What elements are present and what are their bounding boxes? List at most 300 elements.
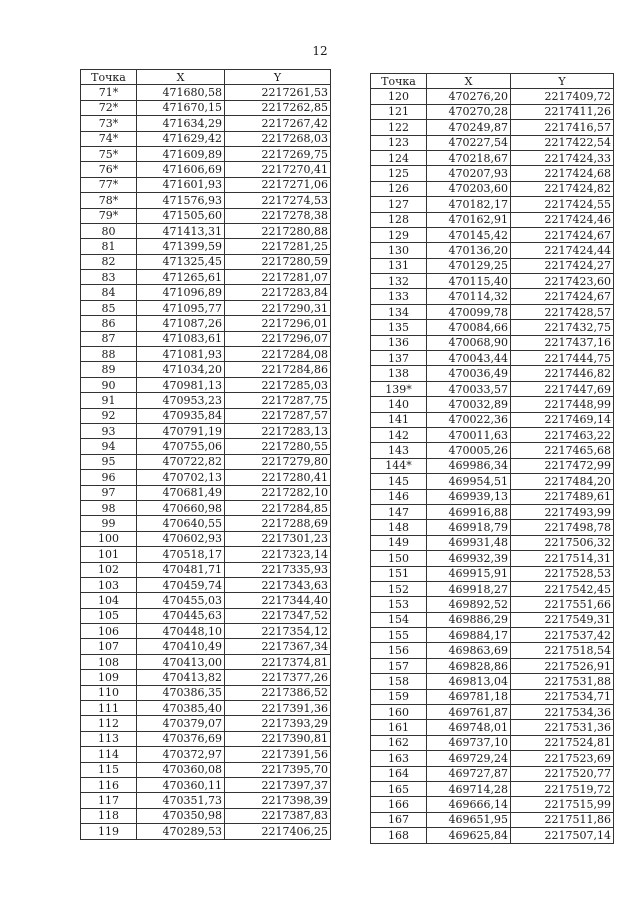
point-cell: 96: [81, 470, 137, 485]
point-cell: 131: [371, 258, 427, 273]
x-cell: 470935,84: [137, 408, 225, 423]
table-header-row: [81, 70, 331, 85]
x-cell: 471325,45: [137, 254, 225, 269]
table-row: [371, 166, 614, 181]
y-cell: 2217284,85: [225, 500, 331, 515]
x-cell: 470099,78: [427, 304, 511, 319]
y-cell: 2217551,66: [511, 597, 614, 612]
y-cell: 2217531,36: [511, 720, 614, 735]
y-cell: 2217387,83: [225, 808, 331, 823]
point-cell: 83: [81, 270, 137, 285]
table-row: [371, 304, 614, 319]
y-cell: 2217549,31: [511, 612, 614, 627]
x-cell: 470115,40: [427, 274, 511, 289]
x-cell: 471576,93: [137, 193, 225, 208]
x-cell: 469651,95: [427, 812, 511, 827]
point-cell: 128: [371, 212, 427, 227]
x-cell: 471081,93: [137, 347, 225, 362]
point-cell: 156: [371, 643, 427, 658]
x-cell: 470114,32: [427, 289, 511, 304]
y-cell: 2217528,53: [511, 566, 614, 581]
y-cell: 2217498,78: [511, 520, 614, 535]
point-cell: 137: [371, 351, 427, 366]
table-row: [371, 628, 614, 643]
point-cell: 159: [371, 689, 427, 704]
y-cell: 2217284,86: [225, 362, 331, 377]
y-cell: 2217424,67: [511, 227, 614, 242]
y-cell: 2217398,39: [225, 793, 331, 808]
header-x: X: [427, 74, 511, 89]
x-cell: 470681,49: [137, 485, 225, 500]
table-row: [371, 227, 614, 242]
point-cell: 124: [371, 150, 427, 165]
y-cell: 2217537,42: [511, 628, 614, 643]
coordinates-table-right: [370, 73, 614, 844]
x-cell: 470011,63: [427, 427, 511, 442]
table-row: [371, 797, 614, 812]
x-cell: 469828,86: [427, 658, 511, 673]
table-row: [371, 735, 614, 750]
table-row: [371, 181, 614, 196]
y-cell: 2217281,25: [225, 239, 331, 254]
x-cell: 469918,79: [427, 520, 511, 535]
table-row: [371, 658, 614, 673]
x-cell: 470640,55: [137, 516, 225, 531]
point-cell: 111: [81, 701, 137, 716]
y-cell: 2217507,14: [511, 828, 614, 843]
y-cell: 2217469,14: [511, 412, 614, 427]
point-cell: 108: [81, 654, 137, 669]
x-cell: 471083,61: [137, 331, 225, 346]
x-cell: 470043,44: [427, 351, 511, 366]
point-cell: 97: [81, 485, 137, 500]
y-cell: 2217270,41: [225, 162, 331, 177]
point-cell: 119: [81, 824, 137, 839]
point-cell: 134: [371, 304, 427, 319]
y-cell: 2217484,20: [511, 474, 614, 489]
x-cell: 469939,13: [427, 489, 511, 504]
x-cell: 470033,57: [427, 381, 511, 396]
table-row: [371, 443, 614, 458]
x-cell: 470953,23: [137, 393, 225, 408]
table-row: [371, 643, 614, 658]
table-row: [81, 485, 331, 500]
y-cell: 2217448,99: [511, 397, 614, 412]
x-cell: 470036,49: [427, 366, 511, 381]
table-row: [371, 258, 614, 273]
table-row: [81, 547, 331, 562]
y-cell: 2217296,07: [225, 331, 331, 346]
x-cell: 470386,35: [137, 685, 225, 700]
y-cell: 2217347,52: [225, 608, 331, 623]
x-cell: 471399,59: [137, 239, 225, 254]
table-row: [81, 639, 331, 654]
table-row: [371, 520, 614, 535]
y-cell: 2217514,31: [511, 551, 614, 566]
table-row: [81, 347, 331, 362]
y-cell: 2217323,14: [225, 547, 331, 562]
y-cell: 2217282,10: [225, 485, 331, 500]
table-row: [371, 674, 614, 689]
x-cell: 470410,49: [137, 639, 225, 654]
y-cell: 2217534,71: [511, 689, 614, 704]
x-cell: 470032,89: [427, 397, 511, 412]
y-cell: 2217424,33: [511, 150, 614, 165]
point-cell: 103: [81, 577, 137, 592]
y-cell: 2217287,75: [225, 393, 331, 408]
table-row: [81, 408, 331, 423]
x-cell: 470481,71: [137, 562, 225, 577]
x-cell: 470136,20: [427, 243, 511, 258]
y-cell: 2217465,68: [511, 443, 614, 458]
table-row: [371, 705, 614, 720]
table-row: [371, 274, 614, 289]
table-row: [371, 597, 614, 612]
table-row: [81, 593, 331, 608]
y-cell: 2217374,81: [225, 654, 331, 669]
x-cell: 470084,66: [427, 320, 511, 335]
x-cell: 470360,08: [137, 762, 225, 777]
point-cell: 125: [371, 166, 427, 181]
table-row: [371, 812, 614, 827]
x-cell: 469916,88: [427, 504, 511, 519]
point-cell: 155: [371, 628, 427, 643]
table-row: [371, 89, 614, 104]
point-cell: 115: [81, 762, 137, 777]
table-row: [81, 331, 331, 346]
y-cell: 2217261,53: [225, 85, 331, 100]
point-cell: 102: [81, 562, 137, 577]
point-cell: 77*: [81, 177, 137, 192]
y-cell: 2217424,55: [511, 197, 614, 212]
table-row: [371, 135, 614, 150]
point-cell: 85: [81, 300, 137, 315]
header-point: Точка: [371, 74, 427, 89]
header-point: Точка: [81, 70, 137, 85]
table-row: [81, 624, 331, 639]
y-cell: 2217395,70: [225, 762, 331, 777]
x-cell: 470448,10: [137, 624, 225, 639]
point-cell: 146: [371, 489, 427, 504]
table-row: [371, 212, 614, 227]
y-cell: 2217296,01: [225, 316, 331, 331]
table-row: [371, 397, 614, 412]
table-row: [371, 489, 614, 504]
point-cell: 89: [81, 362, 137, 377]
x-cell: 470385,40: [137, 701, 225, 716]
x-cell: 469931,48: [427, 535, 511, 550]
x-cell: 470249,87: [427, 120, 511, 135]
y-cell: 2217424,44: [511, 243, 614, 258]
table-row: [81, 500, 331, 515]
point-cell: 98: [81, 500, 137, 515]
y-cell: 2217288,69: [225, 516, 331, 531]
y-cell: 2217406,25: [225, 824, 331, 839]
x-cell: 470162,91: [427, 212, 511, 227]
y-cell: 2217280,41: [225, 470, 331, 485]
x-cell: 471095,77: [137, 300, 225, 315]
point-cell: 86: [81, 316, 137, 331]
x-cell: 470702,13: [137, 470, 225, 485]
x-cell: 470289,53: [137, 824, 225, 839]
x-cell: 470379,07: [137, 716, 225, 731]
point-cell: 126: [371, 181, 427, 196]
table-row: [81, 824, 331, 839]
table-row: [371, 535, 614, 550]
point-cell: 132: [371, 274, 427, 289]
header-y: Y: [511, 74, 614, 89]
table-header-row: [371, 74, 614, 89]
point-cell: 158: [371, 674, 427, 689]
point-cell: 101: [81, 547, 137, 562]
y-cell: 2217534,36: [511, 705, 614, 720]
table-row: [371, 412, 614, 427]
y-cell: 2217542,45: [511, 581, 614, 596]
x-cell: 470227,54: [427, 135, 511, 150]
y-cell: 2217280,88: [225, 223, 331, 238]
y-cell: 2217437,16: [511, 335, 614, 350]
y-cell: 2217489,61: [511, 489, 614, 504]
point-cell: 118: [81, 808, 137, 823]
x-cell: 470455,03: [137, 593, 225, 608]
point-cell: 142: [371, 427, 427, 442]
table-row: [371, 474, 614, 489]
point-cell: 164: [371, 766, 427, 781]
x-cell: 469666,14: [427, 797, 511, 812]
x-cell: 469761,87: [427, 705, 511, 720]
x-cell: 469863,69: [427, 643, 511, 658]
table-row: [371, 351, 614, 366]
table-row: [81, 208, 331, 223]
y-cell: 2217269,75: [225, 146, 331, 161]
table-row: [81, 777, 331, 792]
point-cell: 93: [81, 423, 137, 438]
point-cell: 168: [371, 828, 427, 843]
x-cell: 469954,51: [427, 474, 511, 489]
y-cell: 2217493,99: [511, 504, 614, 519]
table-row: [81, 377, 331, 392]
point-cell: 150: [371, 551, 427, 566]
point-cell: 147: [371, 504, 427, 519]
x-cell: 469714,28: [427, 781, 511, 796]
y-cell: 2217416,57: [511, 120, 614, 135]
point-cell: 145: [371, 474, 427, 489]
x-cell: 469892,52: [427, 597, 511, 612]
x-cell: 470372,97: [137, 747, 225, 762]
y-cell: 2217280,59: [225, 254, 331, 269]
x-cell: 471634,29: [137, 116, 225, 131]
y-cell: 2217524,81: [511, 735, 614, 750]
point-cell: 127: [371, 197, 427, 212]
y-cell: 2217424,27: [511, 258, 614, 273]
point-cell: 91: [81, 393, 137, 408]
table-row: [371, 458, 614, 473]
x-cell: 469748,01: [427, 720, 511, 735]
y-cell: 2217424,46: [511, 212, 614, 227]
x-cell: 470145,42: [427, 227, 511, 242]
point-cell: 154: [371, 612, 427, 627]
x-cell: 471505,60: [137, 208, 225, 223]
x-cell: 470022,36: [427, 412, 511, 427]
y-cell: 2217446,82: [511, 366, 614, 381]
point-cell: 152: [371, 581, 427, 596]
table-row: [81, 654, 331, 669]
table-row: [371, 551, 614, 566]
x-cell: 470791,19: [137, 423, 225, 438]
x-cell: 470413,82: [137, 670, 225, 685]
x-cell: 469781,18: [427, 689, 511, 704]
y-cell: 2217424,82: [511, 181, 614, 196]
x-cell: 471629,42: [137, 131, 225, 146]
table-row: [81, 393, 331, 408]
x-cell: 471606,69: [137, 162, 225, 177]
coordinates-table-left: [80, 69, 331, 840]
x-cell: 469625,84: [427, 828, 511, 843]
x-cell: 470660,98: [137, 500, 225, 515]
table-row: [81, 285, 331, 300]
y-cell: 2217463,22: [511, 427, 614, 442]
table-row: [81, 531, 331, 546]
point-cell: 122: [371, 120, 427, 135]
table-row: [81, 316, 331, 331]
point-cell: 80: [81, 223, 137, 238]
table-row: [81, 577, 331, 592]
x-cell: 470218,67: [427, 150, 511, 165]
table-row: [81, 85, 331, 100]
point-cell: 117: [81, 793, 137, 808]
header-x: X: [137, 70, 225, 85]
table-row: [371, 689, 614, 704]
y-cell: 2217335,93: [225, 562, 331, 577]
point-cell: 140: [371, 397, 427, 412]
x-cell: 471034,20: [137, 362, 225, 377]
x-cell: 471609,89: [137, 146, 225, 161]
table-row: [81, 608, 331, 623]
point-cell: 149: [371, 535, 427, 550]
y-cell: 2217391,56: [225, 747, 331, 762]
x-cell: 470203,60: [427, 181, 511, 196]
table-row: [81, 470, 331, 485]
x-cell: 471601,93: [137, 177, 225, 192]
y-cell: 2217271,06: [225, 177, 331, 192]
y-cell: 2217409,72: [511, 89, 614, 104]
point-cell: 78*: [81, 193, 137, 208]
point-cell: 106: [81, 624, 137, 639]
y-cell: 2217428,57: [511, 304, 614, 319]
table-row: [371, 289, 614, 304]
point-cell: 143: [371, 443, 427, 458]
point-cell: 75*: [81, 146, 137, 161]
y-cell: 2217424,67: [511, 289, 614, 304]
x-cell: 470459,74: [137, 577, 225, 592]
header-y: Y: [225, 70, 331, 85]
table-row: [81, 685, 331, 700]
point-cell: 99: [81, 516, 137, 531]
y-cell: 2217423,60: [511, 274, 614, 289]
table-row: [81, 193, 331, 208]
point-cell: 94: [81, 439, 137, 454]
x-cell: 469813,04: [427, 674, 511, 689]
y-cell: 2217262,85: [225, 100, 331, 115]
table-row: [371, 197, 614, 212]
table-row: [371, 751, 614, 766]
x-cell: 470207,93: [427, 166, 511, 181]
y-cell: 2217283,13: [225, 423, 331, 438]
point-cell: 157: [371, 658, 427, 673]
x-cell: 470445,63: [137, 608, 225, 623]
point-cell: 153: [371, 597, 427, 612]
x-cell: 469918,27: [427, 581, 511, 596]
y-cell: 2217391,36: [225, 701, 331, 716]
point-cell: 110: [81, 685, 137, 700]
table-row: [81, 162, 331, 177]
point-cell: 135: [371, 320, 427, 335]
y-cell: 2217290,31: [225, 300, 331, 315]
x-cell: 470413,00: [137, 654, 225, 669]
table-row: [371, 781, 614, 796]
point-cell: 76*: [81, 162, 137, 177]
table-row: [371, 581, 614, 596]
y-cell: 2217390,81: [225, 731, 331, 746]
table-row: [81, 454, 331, 469]
table-row: [371, 150, 614, 165]
y-cell: 2217511,86: [511, 812, 614, 827]
y-cell: 2217520,77: [511, 766, 614, 781]
table-row: [81, 731, 331, 746]
x-cell: 470360,11: [137, 777, 225, 792]
table-row: [81, 701, 331, 716]
table-row: [371, 720, 614, 735]
point-cell: 141: [371, 412, 427, 427]
point-cell: 113: [81, 731, 137, 746]
x-cell: 469727,87: [427, 766, 511, 781]
point-cell: 148: [371, 520, 427, 535]
table-row: [371, 427, 614, 442]
x-cell: 470351,73: [137, 793, 225, 808]
page-number: 12: [312, 44, 328, 58]
table-row: [81, 131, 331, 146]
y-cell: 2217393,29: [225, 716, 331, 731]
table-row: [81, 239, 331, 254]
table-row: [371, 828, 614, 843]
x-cell: 470270,28: [427, 104, 511, 119]
x-cell: 471670,15: [137, 100, 225, 115]
point-cell: 95: [81, 454, 137, 469]
point-cell: 167: [371, 812, 427, 827]
table-row: [371, 381, 614, 396]
table-row: [81, 423, 331, 438]
y-cell: 2217367,34: [225, 639, 331, 654]
table-row: [81, 146, 331, 161]
x-cell: 469986,34: [427, 458, 511, 473]
table-row: [371, 120, 614, 135]
x-cell: 470276,20: [427, 89, 511, 104]
point-cell: 88: [81, 347, 137, 362]
y-cell: 2217284,08: [225, 347, 331, 362]
table-row: [81, 747, 331, 762]
y-cell: 2217472,99: [511, 458, 614, 473]
y-cell: 2217280,55: [225, 439, 331, 454]
table-row: [371, 566, 614, 581]
y-cell: 2217279,80: [225, 454, 331, 469]
x-cell: 470755,06: [137, 439, 225, 454]
y-cell: 2217518,54: [511, 643, 614, 658]
y-cell: 2217278,38: [225, 208, 331, 223]
table-row: [81, 716, 331, 731]
y-cell: 2217444,75: [511, 351, 614, 366]
point-cell: 100: [81, 531, 137, 546]
x-cell: 470068,90: [427, 335, 511, 350]
